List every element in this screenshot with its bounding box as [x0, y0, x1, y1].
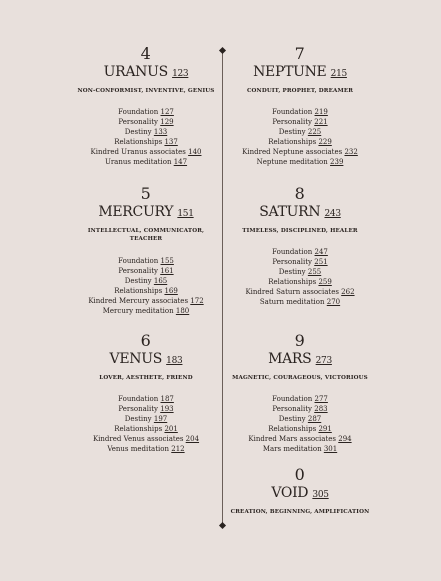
toc-entry-page-link[interactable]: 133: [153, 127, 168, 136]
toc-entry-label: Personality: [272, 404, 312, 413]
section-tagline: CONDUIT, PROPHET, DREAMER: [246, 88, 354, 94]
toc-entry-page-link[interactable]: 294: [338, 434, 352, 443]
toc-entry-page-link[interactable]: 259: [318, 277, 332, 286]
toc-entry-page-link[interactable]: 140: [188, 147, 202, 156]
toc-entry-page-link[interactable]: 165: [153, 276, 168, 285]
section-page-link[interactable]: 243: [324, 209, 341, 219]
section-title[interactable]: [200, 351, 400, 370]
section-entries: [200, 248, 400, 307]
section-name: MARS: [268, 351, 312, 367]
toc-entry[interactable]: [200, 395, 400, 405]
toc-entry[interactable]: [200, 445, 400, 455]
section-page-link[interactable]: 183: [166, 356, 183, 366]
toc-entry-label: Kindred Neptune associates: [242, 147, 343, 156]
section-entries: [200, 395, 400, 454]
toc-entry[interactable]: [200, 425, 400, 435]
toc-entry-page-link[interactable]: 127: [160, 108, 174, 116]
section-number: 6: [140, 331, 152, 350]
section-name: VENUS: [109, 351, 163, 367]
toc-entry-page-link[interactable]: 193: [160, 404, 174, 413]
section-tagline: LOVER, AESTHETE, FRIEND: [99, 375, 193, 381]
toc-entry-page-link[interactable]: 169: [164, 286, 178, 295]
toc-entry[interactable]: [200, 248, 400, 258]
toc-entry-page-link[interactable]: 204: [185, 434, 200, 443]
toc-entry[interactable]: [44, 307, 248, 317]
toc-entry[interactable]: [200, 415, 400, 425]
toc-entry-label: Destiny: [124, 127, 152, 136]
section-void: [200, 467, 400, 516]
toc-entry[interactable]: [200, 258, 400, 268]
section-number: 9: [294, 331, 306, 350]
toc-entry[interactable]: [200, 288, 400, 298]
section-name: SATURN: [259, 204, 321, 220]
toc-entry-page-link[interactable]: 172: [190, 296, 204, 305]
section-page-link[interactable]: 305: [312, 490, 329, 500]
toc-entry-page-link[interactable]: 287: [307, 414, 322, 423]
toc-entry-page-link[interactable]: 147: [173, 157, 188, 166]
section-tagline-line: TEACHER: [129, 236, 163, 242]
toc-entry-label: Destiny: [124, 414, 152, 423]
toc-entry-page-link[interactable]: 283: [314, 404, 328, 413]
toc-entry[interactable]: [200, 148, 400, 158]
toc-entry-page-link[interactable]: 262: [341, 287, 355, 296]
toc-entry-page-link[interactable]: 270: [326, 297, 341, 306]
section-title[interactable]: [200, 64, 400, 83]
toc-entry-page-link[interactable]: 277: [314, 395, 328, 403]
toc-entry-label: Personality: [118, 117, 158, 126]
toc-entry-page-link[interactable]: 212: [171, 444, 185, 453]
toc-entry-label: Relationships: [114, 137, 163, 146]
toc-entry-page-link[interactable]: 161: [160, 266, 174, 275]
toc-entry-label: Mercury meditation: [102, 306, 174, 315]
toc-entry-label: Destiny: [278, 414, 306, 423]
toc-entry-page-link[interactable]: 232: [344, 147, 358, 156]
toc-entry-page-link[interactable]: 291: [318, 424, 332, 433]
divider-bottom-ornament: [219, 522, 226, 529]
toc-entry-label: Foundation: [118, 395, 159, 403]
section-tagline: MAGNETIC, COURAGEOUS, VICTORIOUS: [232, 375, 368, 381]
toc-entry-label: Relationships: [268, 424, 317, 433]
toc-entry-label: Relationships: [114, 286, 163, 295]
toc-entry[interactable]: [200, 138, 400, 148]
toc-entry-label: Relationships: [268, 137, 317, 146]
toc-entry-label: Foundation: [272, 395, 313, 403]
toc-entry-page-link[interactable]: 197: [153, 414, 168, 423]
section-entries: [200, 108, 400, 167]
toc-entry-label: Kindred Mars associates: [248, 434, 336, 443]
toc-entry[interactable]: [200, 435, 400, 445]
toc-entry[interactable]: [200, 268, 400, 278]
section-page-link[interactable]: 151: [177, 209, 194, 219]
section-title[interactable]: [200, 204, 400, 223]
section-number: 0: [294, 465, 306, 484]
toc-entry[interactable]: [200, 298, 400, 308]
section-tagline: CREATION, BEGINNING, AMPLIFICATION: [230, 509, 370, 515]
toc-entry-page-link[interactable]: 137: [164, 137, 178, 146]
toc-entry-label: Personality: [118, 404, 158, 413]
toc-entry-page-link[interactable]: 187: [160, 395, 174, 403]
section-neptune: [200, 46, 400, 167]
toc-entry-label: Kindred Uranus associates: [90, 147, 186, 156]
section-page-link[interactable]: 215: [330, 69, 347, 79]
toc-entry-label: Relationships: [114, 424, 163, 433]
section-name: URANUS: [103, 64, 168, 80]
section-tagline: NON-CONFORMIST, INVENTIVE, GENIUS: [77, 88, 215, 94]
toc-entry-label: Venus meditation: [107, 444, 170, 453]
toc-entry-label: Destiny: [278, 127, 306, 136]
toc-entry-page-link[interactable]: 129: [160, 117, 174, 126]
toc-entry[interactable]: [200, 278, 400, 288]
section-tagline: TIMELESS, DISCIPLINED, HEALER: [242, 228, 358, 234]
toc-entry-label: Destiny: [124, 276, 152, 285]
toc-entry-page-link[interactable]: 239: [330, 157, 344, 166]
toc-entry-page-link[interactable]: 201: [164, 424, 178, 433]
toc-entry-label: Foundation: [118, 108, 159, 116]
toc-entry-page-link[interactable]: 155: [160, 257, 174, 265]
toc-entry-page-link[interactable]: 219: [314, 108, 328, 116]
toc-entry-label: Personality: [272, 117, 312, 126]
toc-entry[interactable]: [200, 158, 400, 168]
toc-entry-label: Foundation: [272, 248, 313, 256]
toc-entry-page-link[interactable]: 301: [323, 444, 338, 453]
toc-entry-page-link[interactable]: 221: [314, 117, 328, 126]
toc-entry[interactable]: [200, 108, 400, 118]
toc-entry-label: Foundation: [118, 257, 159, 265]
section-page-link[interactable]: 123: [172, 69, 189, 79]
section-name: MERCURY: [98, 204, 174, 220]
toc-entry-label: Saturn meditation: [259, 297, 325, 306]
toc-entry-label: Personality: [118, 266, 158, 275]
section-number: 7: [294, 44, 306, 63]
toc-entry-label: Foundation: [272, 108, 313, 116]
toc-entry-page-link[interactable]: 229: [318, 137, 332, 146]
toc-entry-page-link[interactable]: 247: [314, 248, 328, 256]
toc-entry-page-link[interactable]: 255: [307, 267, 322, 276]
section-number: 5: [140, 184, 152, 203]
section-number: 4: [140, 44, 152, 63]
section-tagline-line: INTELLECTUAL, COMMUNICATOR,: [87, 228, 205, 234]
section-page-link[interactable]: 273: [315, 356, 332, 366]
toc-entry-label: Kindred Venus associates: [92, 434, 184, 443]
toc-entry-label: Uranus meditation: [104, 157, 172, 166]
toc-entry[interactable]: [200, 128, 400, 138]
toc-entry-page-link[interactable]: 180: [175, 306, 190, 315]
toc-entry-label: Relationships: [268, 277, 317, 286]
section-mars: [200, 333, 400, 454]
toc-entry-label: Mars meditation: [262, 444, 322, 453]
toc-entry-page-link[interactable]: 251: [314, 257, 328, 266]
toc-entry-label: Neptune meditation: [256, 157, 328, 166]
toc-entry[interactable]: [200, 405, 400, 415]
toc-entry-page-link[interactable]: 225: [307, 127, 322, 136]
section-saturn: [200, 186, 400, 307]
section-title[interactable]: [200, 485, 400, 504]
toc-entry-label: Kindred Saturn associates: [245, 287, 339, 296]
toc-entry-label: Destiny: [278, 267, 306, 276]
section-name: NEPTUNE: [253, 64, 327, 80]
toc-entry[interactable]: [200, 118, 400, 128]
section-number: 8: [294, 184, 306, 203]
toc-entry-label: Personality: [272, 257, 312, 266]
section-name: VOID: [271, 485, 309, 501]
toc-entry-label: Kindred Mercury associates: [88, 296, 189, 305]
